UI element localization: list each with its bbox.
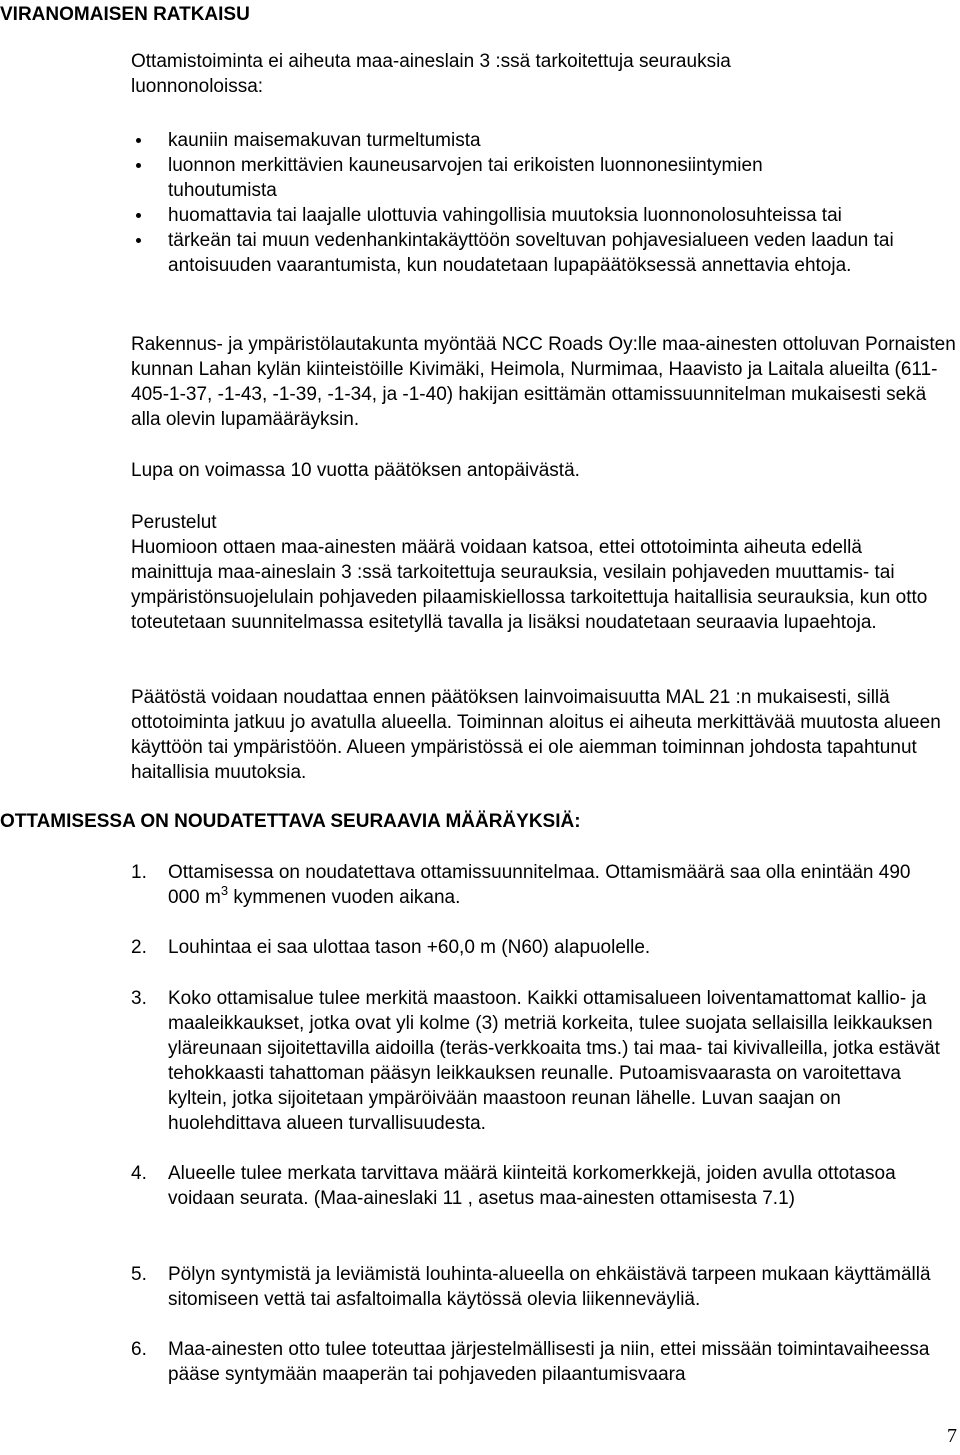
condition-number: 4. [131,1163,147,1184]
bullet-icon [136,138,141,143]
bullet-icon [136,213,141,218]
condition-text: Koko ottamisalue tulee merkitä maastoon. Kaikki ottamisalueen loiventamattomat kallio- ja maaleikkaukset, jotka ovat yli kolme (3) metriä korkeita, tulee suojata sellaisilla leikkauksen yläreunaan sijoitettavilla aidoilla (teräs-verkkoaita tms.) tai maa- tai kivivalleilla, jotka estävät tehokkaasti tahattoman pääsyn leikkauksen reunalle. Putoamisvaarasta on varoitettava kyltein, jotka sijoitetaan ympäröivään maastoon reunan lähelle. Luvan saajan on huolehdittava alueen turvallisuudesta. [168,988,940,1134]
bullet-icon [136,163,141,168]
list-item [131,128,941,153]
list-item-text: tärkeän tai muun vedenhankintakäyttöön soveltuvan pohjavesialueen veden laadun tai antoisuuden vaarantumista, kun noudatetaan lupapäätöksessä annettavia ehtoja. [168,230,894,276]
justification-paragraph: Huomioon ottaen maa-ainesten määrä voidaan katsoa, ettei ottotoiminta aiheuta edellä mainittuja maa-aineslain 3 :ssä tarkoitettuja seurauksia, vesilain pohjaveden muuttamis- tai ympäristönsuojelulain pohjaveden pilaamiskiellossa tarkoitettuja haitallisia seurauksia, kun otto toteutetaan suunnitelmassa esitetyllä tavalla ja lisäksi noudatetaan seuraavia lupaehtoja. [131,537,928,633]
condition-number: 6. [131,1339,147,1360]
bullet-icon [136,238,141,243]
list-item [131,1262,956,1312]
list-item-text: huomattavia tai laajalle ulottuvia vahingollisia muutoksia luonnonolosuhteissa tai [168,205,842,226]
intro-paragraph: Ottamistoiminta ei aiheuta maa-aineslain 3 :ssä tarkoitettuja seurauksia luonnonoloissa: [131,51,731,97]
condition-number: 1. [131,862,147,883]
condition-text: Louhintaa ei saa ulottaa tason +60,0 m (N60) alapuolelle. [168,937,651,958]
list-item [131,935,956,960]
decision-heading: VIRANOMAISEN RATKAISU [0,4,250,25]
condition-text: Pölyn syntymistä ja leviämistä louhinta-alueella on ehkäistävä tarpeen mukaan käyttämällä sitomiseen vettä tai asfaltoimalla käytössä olevia liikenneväyliä. [168,1264,931,1310]
condition-number: 5. [131,1264,147,1285]
list-item [131,1337,956,1387]
enforcement-paragraph: Päätöstä voidaan noudattaa ennen päätöksen lainvoimaisuutta MAL 21 :n mukaisesti, sillä ottotoiminta jatkuu jo avatulla alueella. Toiminnan aloitus ei aiheuta merkittävää muutosta alueen käyttöön tai ympäristöön. Alueen ympäristössä ei ole aiemman toiminnan johdosta tapahtunut haitallisia muutoksia. [131,687,941,783]
justification-title: Perustelut [131,512,217,533]
list-item [131,986,956,1136]
superscript: 3 [220,883,229,898]
condition-text: Maa-ainesten otto tulee toteuttaa järjestelmällisesti ja niin, ettei missään toimintavaiheessa pääse syntymään maaperän tai pohjaveden pilaantumisvaara [168,1339,930,1385]
condition-text-end: kymmenen vuoden aikana. [228,887,461,908]
list-item [131,860,911,910]
page-number: 7 [947,1425,957,1447]
list-item [131,228,941,278]
condition-text: Alueelle tulee merkata tarvittava määrä kiinteitä korkomerkkejä, joiden avulla ottotasoa voidaan seurata. (Maa-aineslaki 11 , asetus maa-ainesten ottamisesta 7.1) [168,1163,896,1209]
conditions-heading: OTTAMISESSA ON NOUDATETTAVA SEURAAVIA MÄÄRÄYKSIÄ: [0,811,581,832]
list-item [131,1161,956,1211]
list-item-text: luonnon merkittävien kauneusarvojen tai erikoisten luonnonesiintymien tuhoutumista [168,155,763,201]
condition-text-main: Ottamisessa on noudatettava ottamissuunnitelmaa. Ottamismäärä saa olla enintään 490 000 m [168,862,911,908]
list-item-text: kauniin maisemakuvan turmeltumista [168,130,481,151]
condition-text [168,860,911,910]
condition-number: 2. [131,937,147,958]
condition-number: 3. [131,988,147,1009]
permit-paragraph: Rakennus- ja ympäristölautakunta myöntää NCC Roads Oy:lle maa-ainesten ottoluvan Pornaisten kunnan Lahan kylän kiinteistöille Kivimäki, Heimola, Nurmimaa, Haavisto ja Laitala alueilta (611-405-1-37, -1-43, -1-39, -1-34, ja -1-40) hakijan esittämän ottamissuunnitelman mukaisesti sekä alla olevin lupamääräyksin. [131,334,956,430]
list-item [131,203,941,228]
validity-paragraph: Lupa on voimassa 10 vuotta päätöksen antopäivästä. [131,460,580,481]
list-item [131,153,941,203]
consequence-list [131,128,941,278]
